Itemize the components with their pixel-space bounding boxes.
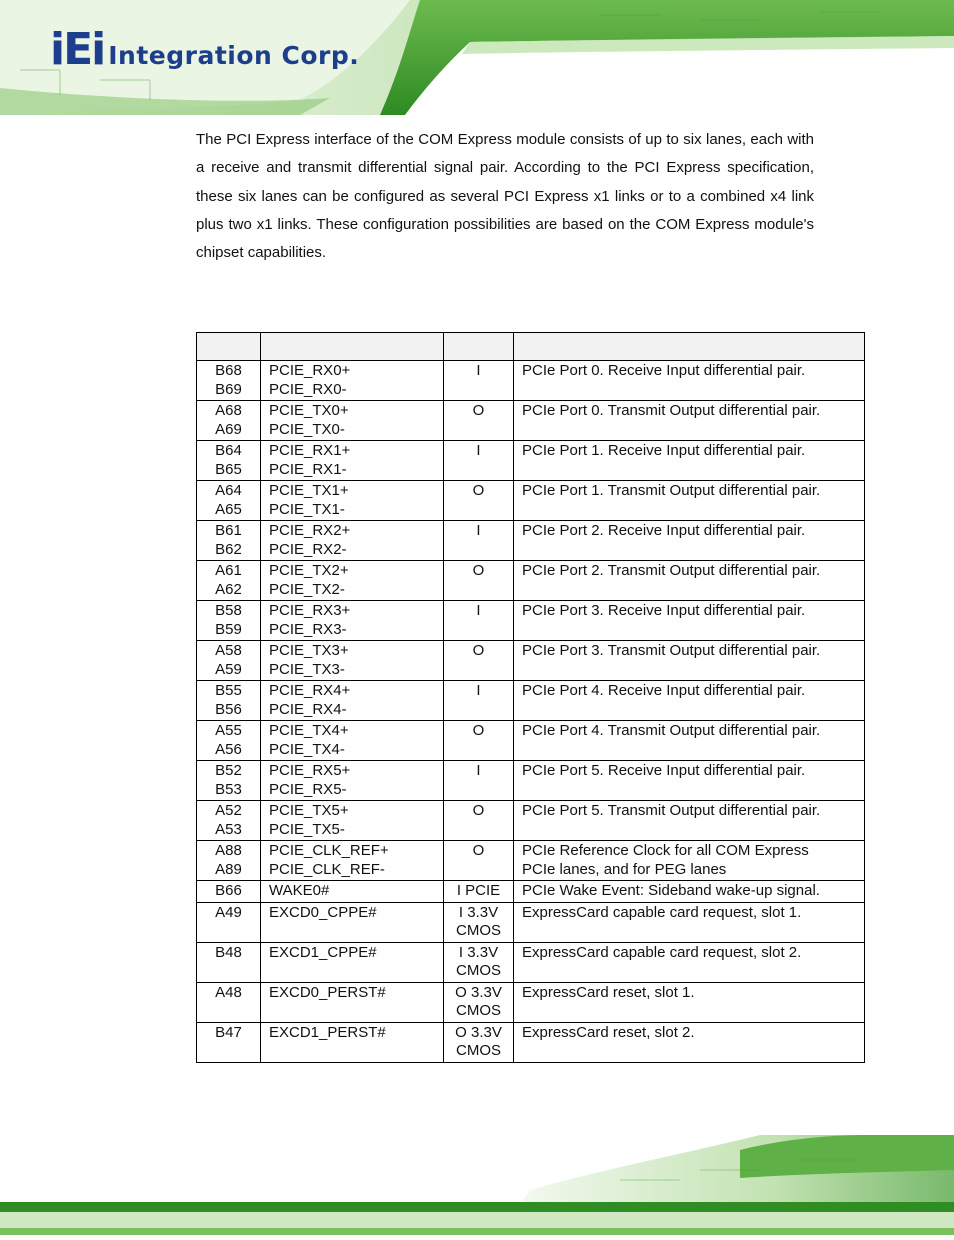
pin-cell-text: B58 xyxy=(215,602,242,619)
table-row xyxy=(197,942,865,982)
signal-cell xyxy=(261,721,444,761)
table-row xyxy=(197,801,865,841)
signal-cell-text: PCIE_TX1+ xyxy=(269,482,349,499)
type-cell-text: O xyxy=(472,402,485,419)
table-row xyxy=(197,481,865,521)
table-body xyxy=(197,361,865,1063)
pin-cell-text: B56 xyxy=(215,700,242,718)
description-cell-text: PCIe Port 5. Transmit Output differential pair. xyxy=(522,802,821,819)
pin-cell xyxy=(197,902,261,942)
table-row xyxy=(197,721,865,761)
description-cell xyxy=(514,361,865,401)
type-cell-text: CMOS xyxy=(456,1042,501,1059)
signal-cell-text: PCIE_TX5- xyxy=(269,820,345,838)
type-cell xyxy=(444,681,514,721)
table-row xyxy=(197,881,865,903)
pin-cell-text: B68 xyxy=(215,362,242,379)
description-cell-text: PCIe Port 4. Receive Input differential pair. xyxy=(522,682,806,699)
header-cell-pin xyxy=(197,333,261,361)
description-cell-text: PCIe Port 1. Transmit Output differential pair. xyxy=(522,482,821,499)
signal-cell xyxy=(261,1022,444,1062)
pin-cell xyxy=(197,481,261,521)
signal-cell xyxy=(261,601,444,641)
signal-cell xyxy=(261,902,444,942)
banner-decoration-bottom xyxy=(0,1130,954,1235)
type-cell xyxy=(444,841,514,881)
type-cell xyxy=(444,881,514,903)
description-cell-text: ExpressCard capable card request, slot 2. xyxy=(522,943,802,961)
signal-cell-text: EXCD1_PERST# xyxy=(269,1023,386,1041)
pin-cell-text: A56 xyxy=(215,740,242,758)
description-cell-text: PCIe Port 3. Receive Input differential pair. xyxy=(522,602,806,619)
description-cell xyxy=(514,982,865,1022)
description-cell xyxy=(514,441,865,481)
signal-cell-text: PCIE_CLK_REF- xyxy=(269,860,385,878)
type-cell xyxy=(444,641,514,681)
pin-cell-text: A61 xyxy=(215,562,242,579)
intro-paragraph: The PCI Express interface of the COM Express module consists of up to six lanes, each with a receive and transmit differential signal pair. According to the PCI Express specification, these six lanes can be configured as several PCI Express x1 links or to a combined x4 link plus two x1 links. These configuration possibilities are based on the COM Express module's chipset capabilities. xyxy=(196,131,814,262)
table-row xyxy=(197,521,865,561)
type-cell xyxy=(444,441,514,481)
signal-cell-text: PCIE_TX0- xyxy=(269,420,345,438)
type-cell-text: O xyxy=(472,562,485,579)
signal-cell-text: WAKE0# xyxy=(269,882,330,899)
type-cell-text: I xyxy=(476,682,481,699)
pin-cell xyxy=(197,801,261,841)
pin-cell-text: B66 xyxy=(215,882,242,899)
pin-cell xyxy=(197,441,261,481)
signal-cell-text: PCIE_RX0+ xyxy=(269,362,351,379)
pin-cell-text: A65 xyxy=(215,500,242,518)
type-cell-text: CMOS xyxy=(456,962,501,979)
pin-cell-text: B62 xyxy=(215,540,242,558)
type-cell xyxy=(444,761,514,801)
type-cell-text: I 3.3V xyxy=(458,943,499,961)
pin-cell xyxy=(197,521,261,561)
table-row xyxy=(197,841,865,881)
table-row xyxy=(197,982,865,1022)
type-cell-text: I PCIE xyxy=(456,882,501,899)
type-cell xyxy=(444,902,514,942)
table-row xyxy=(197,601,865,641)
description-cell-text: ExpressCard reset, slot 1. xyxy=(522,983,695,1001)
table-row xyxy=(197,441,865,481)
logo-mark: iEi xyxy=(50,24,105,75)
signal-cell-text: PCIE_TX3+ xyxy=(269,642,349,659)
pin-cell xyxy=(197,841,261,881)
pin-cell xyxy=(197,761,261,801)
description-cell-text: PCIe Port 0. Receive Input differential pair. xyxy=(522,362,806,379)
pcie-pin-table xyxy=(196,332,865,1063)
type-cell xyxy=(444,361,514,401)
type-cell-text: I xyxy=(476,442,481,459)
type-cell-text: O xyxy=(472,722,485,739)
pin-cell xyxy=(197,1022,261,1062)
description-cell-text: PCIe Port 4. Transmit Output differential pair. xyxy=(522,722,821,739)
pin-cell xyxy=(197,982,261,1022)
logo-text: Integration Corp. xyxy=(108,41,360,70)
pin-cell-text: B64 xyxy=(215,442,242,459)
header-cell-signal xyxy=(261,333,444,361)
signal-cell-text: EXCD1_CPPE# xyxy=(269,943,377,961)
description-cell-text: PCIe Reference Clock for all COM Express xyxy=(522,842,809,859)
type-cell-text: I xyxy=(476,362,481,379)
pin-cell-text: A52 xyxy=(215,802,242,819)
signal-cell-text: PCIE_RX2+ xyxy=(269,522,351,539)
pin-cell-text: A49 xyxy=(215,903,242,921)
type-cell-text: I 3.3V xyxy=(458,903,499,921)
signal-cell-text: PCIE_RX5- xyxy=(269,780,347,798)
description-cell xyxy=(514,561,865,601)
description-cell xyxy=(514,401,865,441)
signal-cell xyxy=(261,942,444,982)
type-cell-text: O xyxy=(472,642,485,659)
signal-cell xyxy=(261,681,444,721)
type-cell xyxy=(444,561,514,601)
signal-cell xyxy=(261,521,444,561)
type-cell-text: I xyxy=(476,602,481,619)
type-cell-text: O 3.3V xyxy=(455,983,502,1001)
description-cell-text: PCIe Port 2. Transmit Output differential pair. xyxy=(522,562,821,579)
pin-cell-text: A62 xyxy=(215,580,242,598)
signal-cell xyxy=(261,841,444,881)
description-cell-text: PCIe Wake Event: Sideband wake-up signal. xyxy=(522,882,820,899)
signal-cell-text: PCIE_TX2- xyxy=(269,580,345,598)
description-cell xyxy=(514,641,865,681)
pin-cell xyxy=(197,361,261,401)
type-cell xyxy=(444,481,514,521)
table-row xyxy=(197,761,865,801)
pin-cell xyxy=(197,681,261,721)
description-cell-text: ExpressCard reset, slot 2. xyxy=(522,1023,695,1041)
pin-cell-text: B61 xyxy=(215,522,242,539)
signal-cell-text: PCIE_TX5+ xyxy=(269,802,349,819)
description-cell xyxy=(514,601,865,641)
pin-cell-text: A88 xyxy=(215,842,242,859)
pin-cell-text: B48 xyxy=(215,943,242,961)
type-cell-text: O xyxy=(472,482,485,499)
description-cell-text: PCIe Port 3. Transmit Output differential pair. xyxy=(522,642,821,659)
signal-cell xyxy=(261,441,444,481)
type-cell xyxy=(444,801,514,841)
signal-cell-text: EXCD0_CPPE# xyxy=(269,903,377,921)
header-cell-type xyxy=(444,333,514,361)
pin-cell-text: A64 xyxy=(215,482,242,499)
pin-cell-text: A58 xyxy=(215,642,242,659)
pin-cell xyxy=(197,561,261,601)
type-cell-text: CMOS xyxy=(456,922,501,939)
pin-cell xyxy=(197,942,261,982)
type-cell xyxy=(444,601,514,641)
description-cell xyxy=(514,942,865,982)
type-cell-text: O xyxy=(472,842,485,859)
type-cell xyxy=(444,401,514,441)
signal-cell-text: PCIE_TX2+ xyxy=(269,562,349,579)
signal-cell-text: PCIE_TX4+ xyxy=(269,722,349,739)
pin-cell xyxy=(197,881,261,903)
description-cell xyxy=(514,481,865,521)
pin-cell-text: B53 xyxy=(215,780,242,798)
signal-cell-text: PCIE_RX2- xyxy=(269,540,347,558)
signal-cell-text: PCIE_RX1- xyxy=(269,460,347,478)
type-cell xyxy=(444,982,514,1022)
description-cell xyxy=(514,1022,865,1062)
table-row xyxy=(197,361,865,401)
signal-cell-text: PCIE_CLK_REF+ xyxy=(269,842,389,859)
signal-cell xyxy=(261,361,444,401)
pin-cell-text: A48 xyxy=(215,983,242,1001)
table-header-row xyxy=(197,333,865,361)
signal-cell-text: PCIE_RX5+ xyxy=(269,762,351,779)
pin-cell xyxy=(197,721,261,761)
pin-cell xyxy=(197,641,261,681)
description-cell-text: PCIe lanes, and for PEG lanes xyxy=(522,860,727,878)
signal-cell xyxy=(261,401,444,441)
description-cell xyxy=(514,681,865,721)
signal-cell xyxy=(261,982,444,1022)
type-cell xyxy=(444,721,514,761)
description-cell xyxy=(514,761,865,801)
pin-cell-text: A89 xyxy=(215,860,242,878)
description-cell-text: ExpressCard capable card request, slot 1. xyxy=(522,903,802,921)
signal-cell-text: PCIE_RX4+ xyxy=(269,682,351,699)
pin-cell-text: B52 xyxy=(215,762,242,779)
pin-cell-text: A68 xyxy=(215,402,242,419)
signal-cell xyxy=(261,761,444,801)
type-cell-text: O 3.3V xyxy=(455,1023,502,1041)
description-cell-text: PCIe Port 1. Receive Input differential pair. xyxy=(522,442,806,459)
type-cell xyxy=(444,1022,514,1062)
signal-cell xyxy=(261,641,444,681)
description-cell-text: PCIe Port 2. Receive Input differential pair. xyxy=(522,522,806,539)
pin-cell xyxy=(197,401,261,441)
pin-cell xyxy=(197,601,261,641)
description-cell xyxy=(514,721,865,761)
signal-cell xyxy=(261,481,444,521)
signal-cell xyxy=(261,881,444,903)
table-row xyxy=(197,641,865,681)
pin-cell-text: A53 xyxy=(215,820,242,838)
description-cell xyxy=(514,521,865,561)
description-cell-text: PCIe Port 0. Transmit Output differential pair. xyxy=(522,402,821,419)
table-row xyxy=(197,561,865,601)
type-cell-text: I xyxy=(476,762,481,779)
table-row xyxy=(197,401,865,441)
signal-cell-text: PCIE_TX4- xyxy=(269,740,345,758)
description-cell xyxy=(514,902,865,942)
description-cell xyxy=(514,881,865,903)
company-logo xyxy=(50,24,360,75)
signal-cell xyxy=(261,801,444,841)
type-cell-text: I xyxy=(476,522,481,539)
table-row xyxy=(197,1022,865,1062)
pin-cell-text: A69 xyxy=(215,420,242,438)
signal-cell-text: PCIE_RX4- xyxy=(269,700,347,718)
type-cell xyxy=(444,521,514,561)
pin-cell-text: A55 xyxy=(215,722,242,739)
type-cell-text: CMOS xyxy=(456,1002,501,1019)
description-cell xyxy=(514,801,865,841)
header-cell-description xyxy=(514,333,865,361)
signal-cell-text: EXCD0_PERST# xyxy=(269,983,386,1001)
top-banner xyxy=(0,0,954,115)
table-row xyxy=(197,681,865,721)
table-row xyxy=(197,902,865,942)
signal-cell-text: PCIE_TX1- xyxy=(269,500,345,518)
signal-cell-text: PCIE_TX0+ xyxy=(269,402,349,419)
pin-cell-text: B69 xyxy=(215,380,242,398)
bottom-banner xyxy=(0,1130,954,1235)
type-cell-text: O xyxy=(472,802,485,819)
description-cell xyxy=(514,841,865,881)
description-cell-text: PCIe Port 5. Receive Input differential pair. xyxy=(522,762,806,779)
pin-cell-text: B47 xyxy=(215,1023,242,1041)
type-cell xyxy=(444,942,514,982)
pin-cell-text: B55 xyxy=(215,682,242,699)
signal-cell-text: PCIE_TX3- xyxy=(269,660,345,678)
signal-cell-text: PCIE_RX3+ xyxy=(269,602,351,619)
signal-cell xyxy=(261,561,444,601)
pin-cell-text: B59 xyxy=(215,620,242,638)
pin-cell-text: B65 xyxy=(215,460,242,478)
signal-cell-text: PCIE_RX1+ xyxy=(269,442,351,459)
signal-cell-text: PCIE_RX0- xyxy=(269,380,347,398)
pin-cell-text: A59 xyxy=(215,660,242,678)
signal-cell-text: PCIE_RX3- xyxy=(269,620,347,638)
